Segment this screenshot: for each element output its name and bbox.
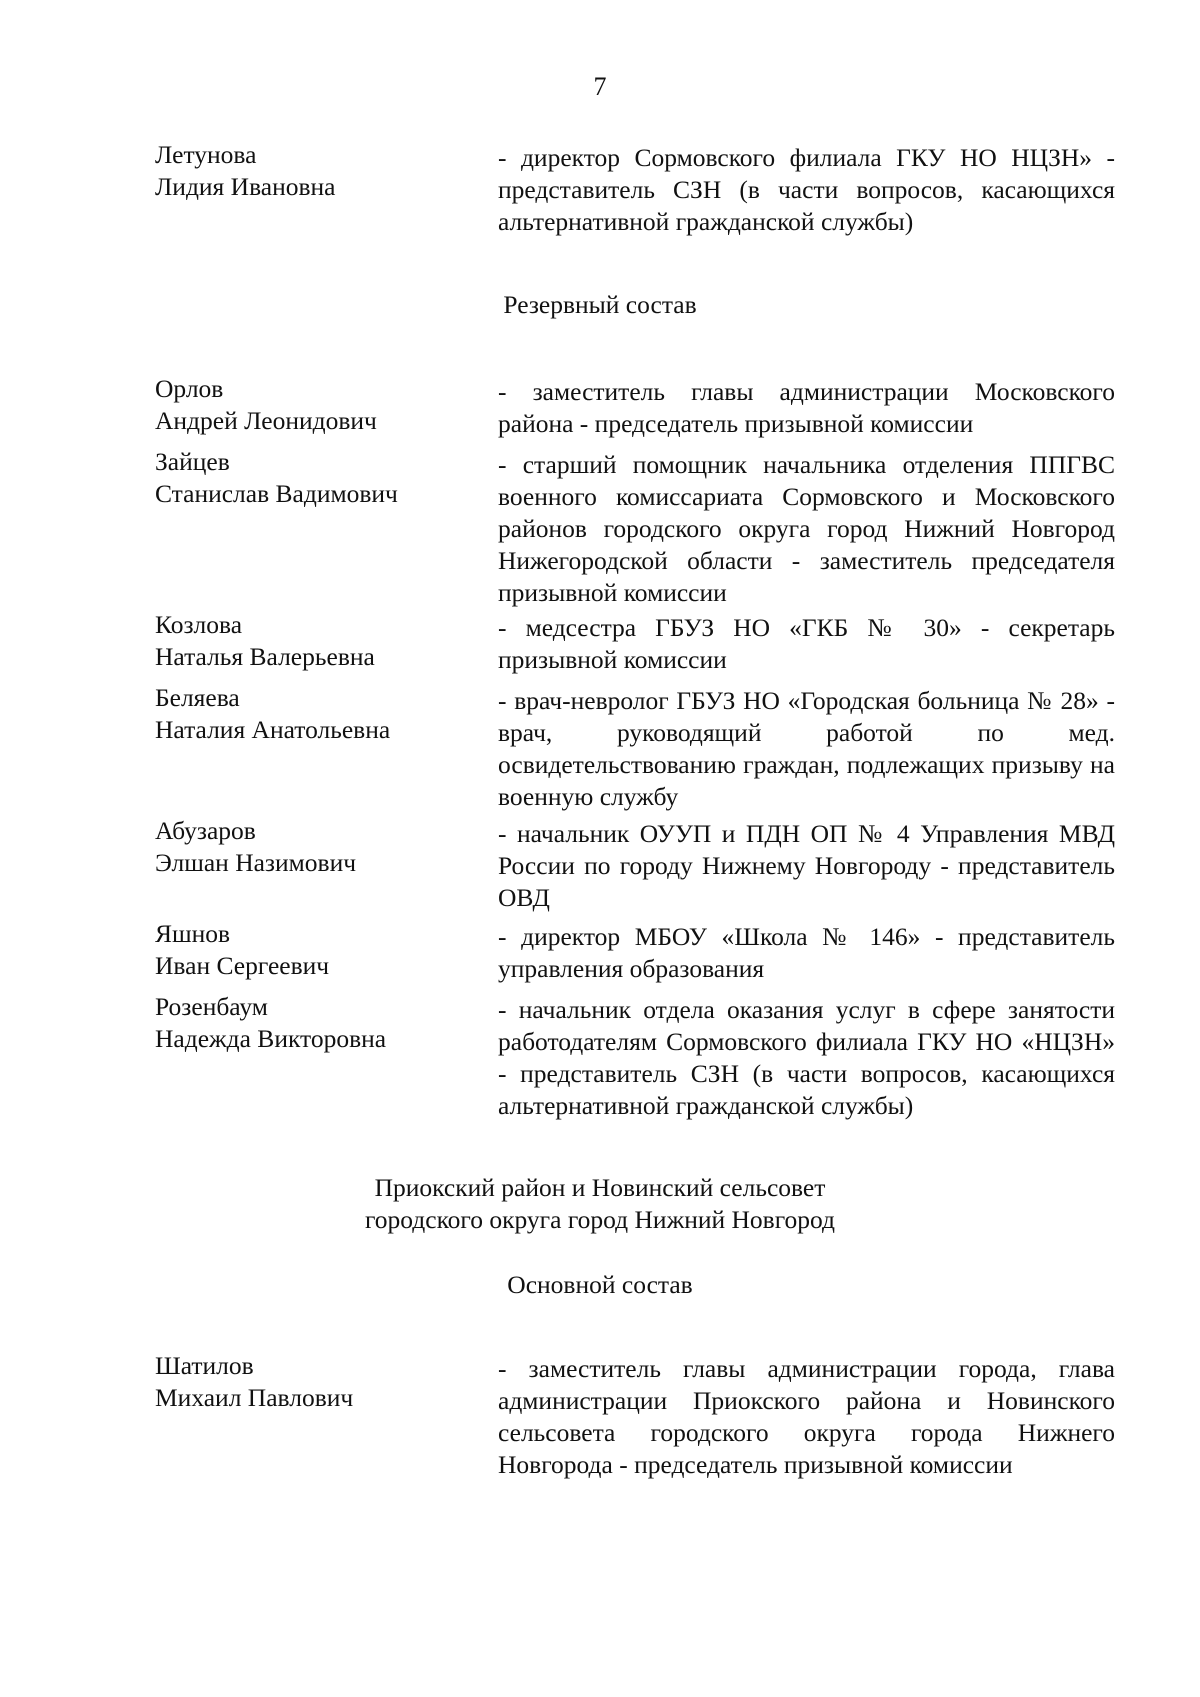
member-role: - директор Сормовского филиала ГКУ НО НЦЗН» - представитель СЗН (в части вопросов, касающихся альтернативной гражданской службы) — [498, 143, 1115, 236]
member-name — [155, 918, 485, 982]
member-name — [155, 815, 485, 879]
member-given-names: Элшан Назимович — [155, 848, 357, 877]
member-entry — [155, 142, 1115, 238]
member-given-names: Михаил Павлович — [155, 1383, 354, 1412]
member-name — [155, 139, 485, 203]
member-surname: Розенбаум — [155, 992, 268, 1021]
member-role: - начальник отдела оказания услуг в сфере занятости работодателям Сормовского филиала ГКУ НО «НЦЗН» - представитель СЗН (в части вопросов, касающихся альтернативной гражданской службы) — [498, 995, 1115, 1120]
member-entry — [155, 449, 1115, 609]
member-role: - заместитель главы администрации города, глава администрации Приокского района и Новинского сельсовета городского округа города Нижнего Новгорода - председатель призывной комиссии — [498, 1354, 1115, 1479]
member-name — [155, 373, 485, 437]
member-entry — [155, 376, 1115, 440]
member-name — [155, 1350, 485, 1414]
member-surname: Яшнов — [155, 919, 231, 948]
page-number: 7 — [593, 72, 607, 101]
member-entry — [155, 1353, 1115, 1481]
member-role: - заместитель главы администрации Московского района - председатель призывной комиссии — [498, 377, 1115, 438]
member-name — [155, 609, 485, 673]
member-name — [155, 991, 485, 1055]
member-given-names: Наталья Валерьевна — [155, 642, 375, 671]
member-role: - врач-невролог ГБУЗ НО «Городская больница № 28» - врач, руководящий работой по мед. освидетельствованию граждан, подлежащих призыву на военную службу — [498, 686, 1115, 811]
member-surname: Летунова — [155, 140, 257, 169]
member-name — [155, 446, 485, 510]
district-heading-line: Приокский район и Новинский сельсовет — [374, 1173, 826, 1202]
member-entry — [155, 921, 1115, 985]
district-heading — [0, 1172, 1200, 1236]
member-entry — [155, 994, 1115, 1122]
member-role: - директор МБОУ «Школа № 146» - представитель управления образования — [498, 922, 1115, 983]
member-given-names: Иван Сергеевич — [155, 951, 330, 980]
member-surname: Козлова — [155, 610, 243, 639]
member-role: - старший помощник начальника отделения ППГВС военного комиссариата Сормовского и Московского районов городского округа город Нижний Новгород Нижегородской области - заместитель председателя призывной комиссии — [498, 450, 1115, 607]
member-role: - начальник ОУУП и ПДН ОП № 4 Управления МВД России по городу Нижнему Новгороду - представитель ОВД — [498, 819, 1115, 912]
member-entry — [155, 612, 1115, 676]
member-surname: Беляева — [155, 683, 240, 712]
member-surname: Шатилов — [155, 1351, 254, 1380]
member-given-names: Станислав Вадимович — [155, 479, 398, 508]
member-entry — [155, 818, 1115, 914]
member-entry — [155, 685, 1115, 813]
member-given-names: Наталия Анатольевна — [155, 715, 391, 744]
member-role: - медсестра ГБУЗ НО «ГКБ № 30» - секретарь призывной комиссии — [498, 613, 1115, 674]
member-given-names: Лидия Ивановна — [155, 172, 336, 201]
member-name — [155, 682, 485, 746]
member-surname: Зайцев — [155, 447, 230, 476]
section-heading-reserve: Резервный состав — [503, 290, 697, 319]
member-surname: Орлов — [155, 374, 224, 403]
member-given-names: Андрей Леонидович — [155, 406, 377, 435]
district-heading-line: городского округа город Нижний Новгород — [364, 1205, 836, 1234]
section-heading-main: Основной состав — [507, 1270, 693, 1299]
member-given-names: Надежда Викторовна — [155, 1024, 387, 1053]
member-surname: Абузаров — [155, 816, 256, 845]
